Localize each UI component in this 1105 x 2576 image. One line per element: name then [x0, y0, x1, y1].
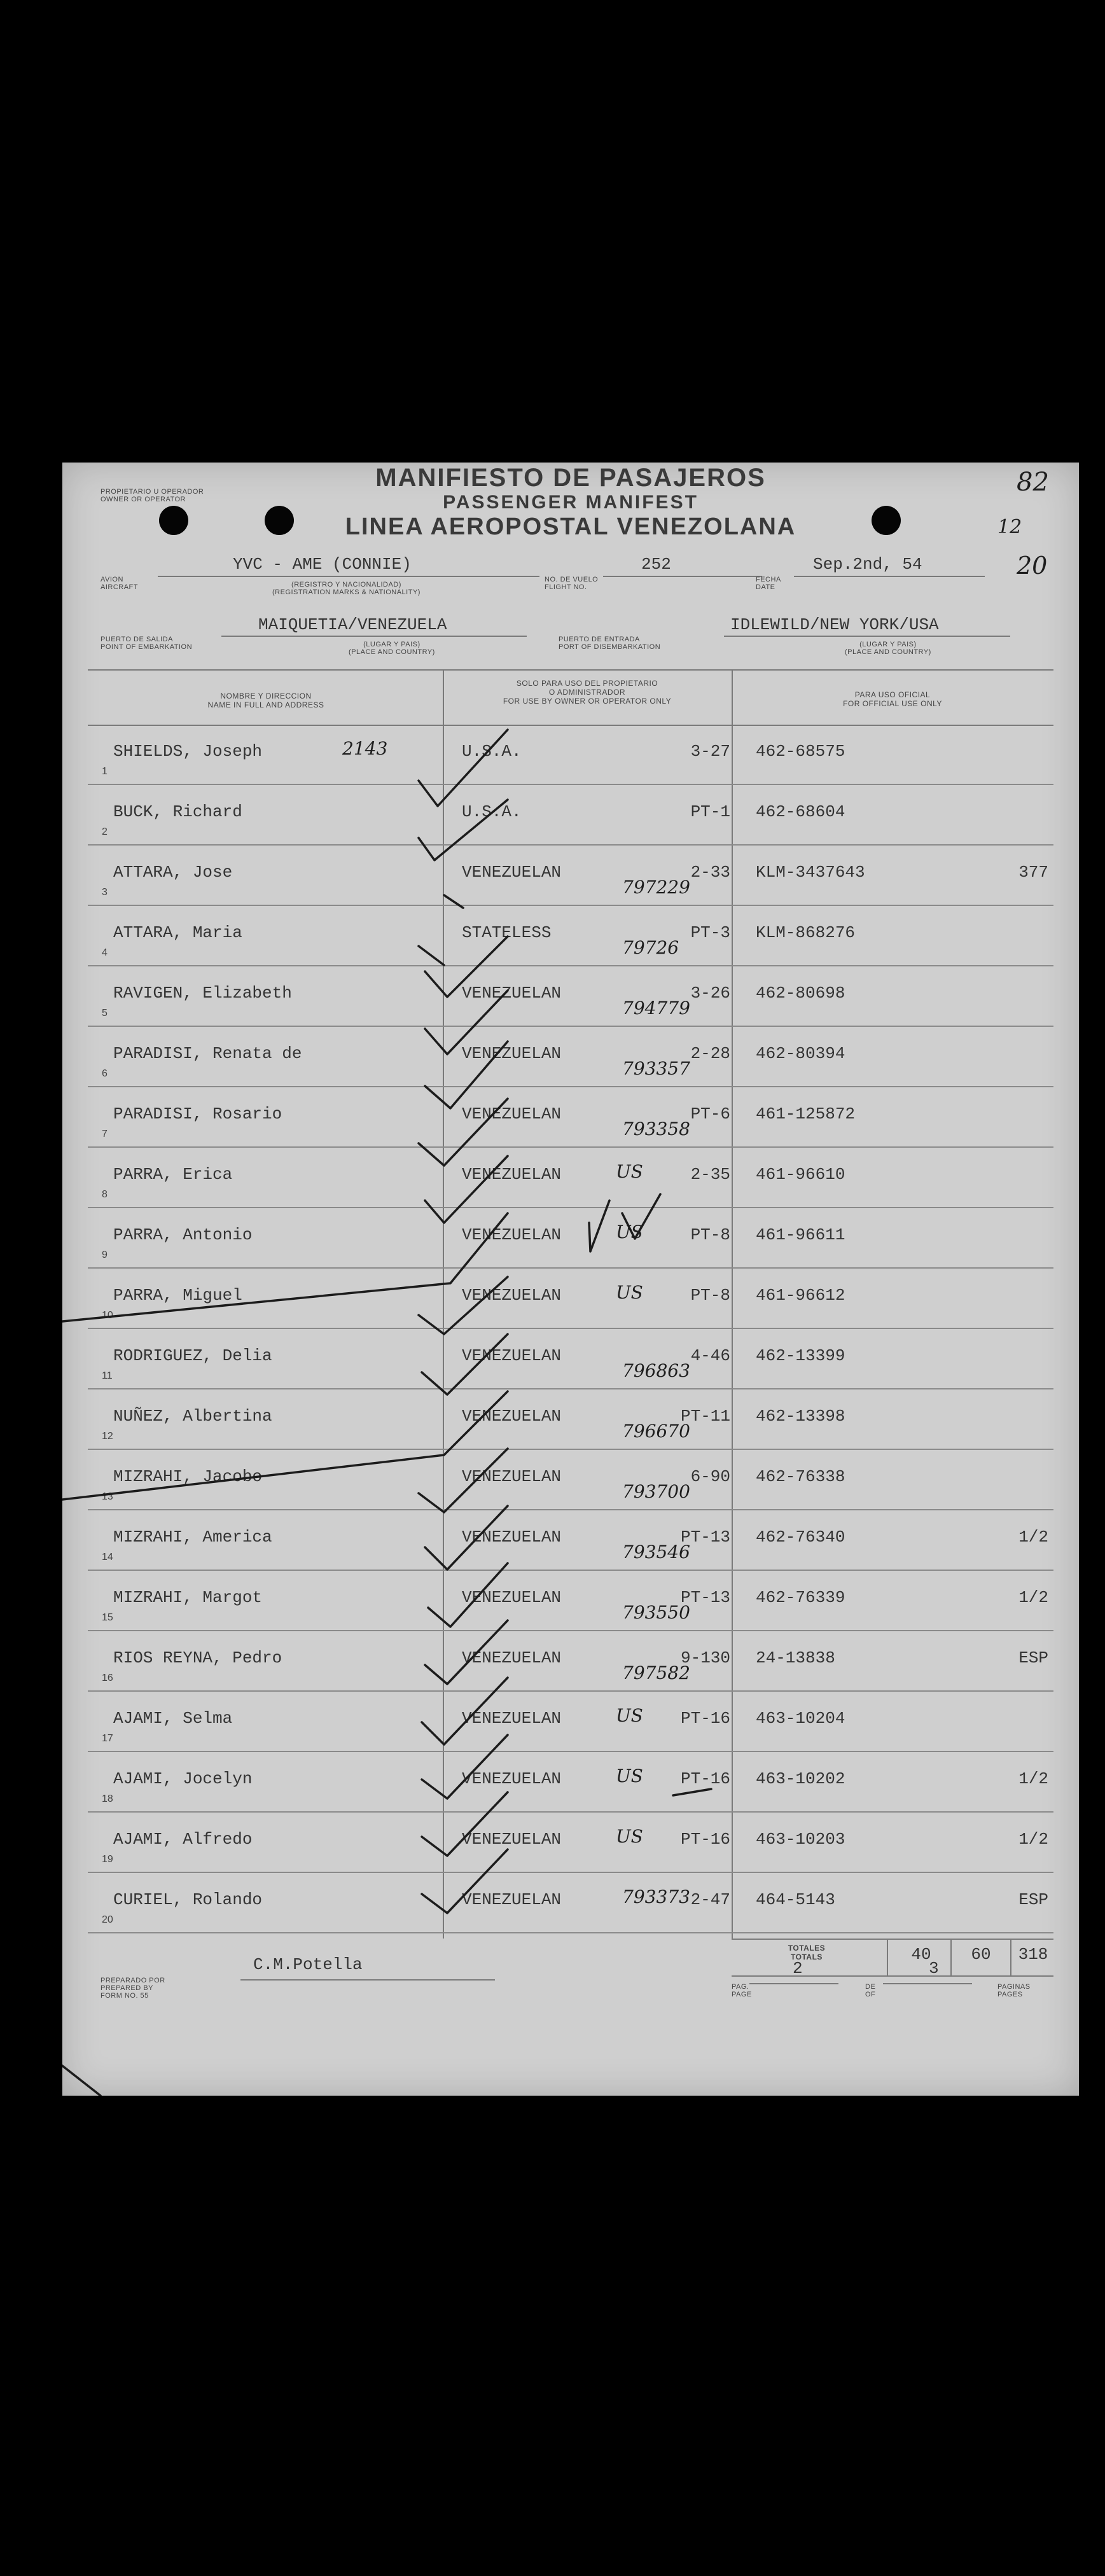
table-row — [62, 1754, 1079, 1813]
total-value-3: 318 — [1018, 1945, 1048, 1964]
passenger-name: ATTARA, Jose — [113, 863, 233, 882]
registration-label: (REGISTRO Y NACIONALIDAD) (REGISTRATION MARKS & NATIONALITY) — [272, 581, 420, 596]
passenger-name: BUCK, Richard — [113, 802, 242, 821]
departure-label: PUERTO DE SALIDA POINT OF EMBARKATION — [101, 636, 193, 651]
totals-label: TOTALES TOTALS — [788, 1944, 826, 1961]
ticket-number: 461-96610 — [756, 1165, 845, 1184]
page-total: 3 — [929, 1959, 939, 1978]
handwritten-mark: 797229 — [622, 877, 690, 898]
row-rule — [88, 1388, 1053, 1389]
row-number: 10 — [102, 1310, 113, 1321]
entry-value: IDLEWILD/NEW YORK/USA — [730, 615, 939, 634]
table-row — [62, 1391, 1079, 1450]
column-header-name: NOMBRE Y DIRECCION NAME IN FULL AND ADDRESS — [207, 692, 324, 709]
table-row — [62, 1452, 1079, 1510]
nationality: VENEZUELAN — [462, 1709, 562, 1728]
passenger-name: AJAMI, Selma — [113, 1709, 233, 1728]
passenger-name: MIZRAHI, Margot — [113, 1588, 263, 1607]
table-row — [62, 1512, 1079, 1571]
row-rule — [88, 1932, 1053, 1933]
pages-label: PAGINAS PAGES — [997, 1983, 1031, 1998]
entry-place-label: (LUGAR Y PAIS) (PLACE AND COUNTRY) — [845, 641, 931, 656]
row-number: 14 — [102, 1552, 113, 1563]
row-rule — [88, 1267, 1053, 1269]
table-row — [62, 727, 1079, 785]
table-row — [62, 1089, 1079, 1148]
ticket-number: 461-125872 — [756, 1104, 856, 1124]
ticket-number: 24-13838 — [756, 1648, 835, 1667]
nationality: U.S.A. — [462, 802, 522, 821]
row-rule — [88, 1872, 1053, 1873]
handwritten-mark: 793357 — [622, 1058, 690, 1079]
row-number: 5 — [102, 1008, 108, 1019]
entry-label: PUERTO DE ENTRADA PORT OF DISEMBARKATION — [559, 636, 661, 651]
aircraft-value: YVC - AME (CONNIE) — [233, 555, 412, 574]
row-rule — [88, 1449, 1053, 1450]
corner-mark-2: 12 — [997, 516, 1022, 538]
handwritten-mark: US — [616, 1282, 643, 1303]
page-label: PAG. PAGE — [732, 1983, 752, 1998]
nationality: VENEZUELAN — [462, 1588, 562, 1607]
ticket-number: 461-96611 — [756, 1225, 845, 1244]
corner-mark-1: 82 — [1017, 468, 1049, 497]
handwritten-mark: 79726 — [622, 937, 679, 958]
owner-label: PROPIETARIO U OPERADOR OWNER OR OPERATOR — [101, 488, 204, 503]
passenger-name: NUÑEZ, Albertina — [113, 1407, 272, 1426]
handwritten-mark: 793700 — [622, 1481, 690, 1502]
flight-code: 4-46 — [690, 1346, 730, 1365]
airline-name: LINEA AEROPOSTAL VENEZOLANA — [345, 513, 796, 540]
aircraft-label: AVION AIRCRAFT — [101, 576, 138, 591]
row-number: 18 — [102, 1793, 113, 1804]
ticket-number: 462-80394 — [756, 1044, 845, 1063]
row-number: 4 — [102, 947, 108, 958]
flight-code: PT-6 — [690, 1104, 730, 1124]
row-number: 13 — [102, 1491, 113, 1502]
passenger-name: PARADISI, Rosario — [113, 1104, 282, 1124]
nationality: VENEZUELAN — [462, 1346, 562, 1365]
row-number: 6 — [102, 1068, 108, 1079]
ticket-number: 463-10203 — [756, 1830, 845, 1849]
nationality: VENEZUELAN — [462, 863, 562, 882]
nationality: VENEZUELAN — [462, 1467, 562, 1486]
total-value-1: 40 — [911, 1945, 931, 1964]
table-row — [62, 1633, 1079, 1692]
prepared-by-value: C.M.Potella — [253, 1955, 363, 1974]
flight-code: 9-130 — [680, 1648, 730, 1667]
row-number: 12 — [102, 1431, 113, 1442]
passenger-name: PARRA, Antonio — [113, 1225, 253, 1244]
departure-place-label: (LUGAR Y PAIS) (PLACE AND COUNTRY) — [349, 641, 435, 656]
row-number: 11 — [102, 1370, 113, 1381]
flight-code: PT-13 — [680, 1588, 730, 1607]
table-row — [62, 1573, 1079, 1631]
nationality: VENEZUELAN — [462, 1044, 562, 1063]
row-number: 19 — [102, 1854, 113, 1865]
of-label: DE OF — [865, 1983, 876, 1998]
passenger-name: SHIELDS, Joseph — [113, 742, 263, 761]
row-rule — [88, 1026, 1053, 1027]
row-number: 15 — [102, 1612, 113, 1623]
flight-code: PT-16 — [680, 1769, 730, 1788]
column-header-official: PARA USO OFICIAL FOR OFFICIAL USE ONLY — [843, 690, 942, 708]
row-number: 7 — [102, 1129, 108, 1139]
row-rule — [88, 965, 1053, 966]
date-value: Sep.2nd, 54 — [813, 555, 922, 574]
row-number: 1 — [102, 766, 108, 777]
departure-value: MAIQUETIA/VENEZUELA — [258, 615, 447, 634]
table-row — [62, 908, 1079, 966]
handwritten-mark: 793546 — [622, 1542, 690, 1563]
official-note: 377 — [1018, 863, 1048, 882]
flight-code: PT-16 — [680, 1709, 730, 1728]
handwritten-mark: US — [616, 1826, 643, 1847]
ticket-number: 462-68604 — [756, 802, 845, 821]
flight-code: 2-47 — [690, 1890, 730, 1909]
ticket-number: 462-80698 — [756, 984, 845, 1003]
total-value-2: 60 — [971, 1945, 991, 1964]
handwritten-mark: 797582 — [622, 1662, 690, 1683]
prepared-by-label: PREPARADO POR PREPARED BY FORM NO. 55 — [101, 1977, 165, 2000]
official-note: 1/2 — [1018, 1830, 1048, 1849]
row-rule — [88, 784, 1053, 785]
official-note: 1/2 — [1018, 1769, 1048, 1788]
nationality: VENEZUELAN — [462, 1890, 562, 1909]
table-row — [62, 1814, 1079, 1873]
row-number: 17 — [102, 1733, 113, 1744]
nationality: VENEZUELAN — [462, 1648, 562, 1667]
official-note: 1/2 — [1018, 1528, 1048, 1547]
handwritten-mark: US — [616, 1765, 643, 1786]
nationality: VENEZUELAN — [462, 1104, 562, 1124]
ticket-number: 464-5143 — [756, 1890, 835, 1909]
flight-code: PT-3 — [690, 923, 730, 942]
ticket-number: 462-76338 — [756, 1467, 845, 1486]
flight-code: PT-8 — [690, 1225, 730, 1244]
passenger-name: RODRIGUEZ, Delia — [113, 1346, 272, 1365]
row-number: 9 — [102, 1250, 108, 1260]
passenger-name: RIOS REYNA, Pedro — [113, 1648, 282, 1667]
ticket-number: 462-68575 — [756, 742, 845, 761]
column-header-owner: SOLO PARA USO DEL PROPIETARIO O ADMINISTRADOR FOR USE BY OWNER OR OPERATOR ONLY — [503, 679, 672, 706]
passenger-name: PARADISI, Renata de — [113, 1044, 302, 1063]
nationality: STATELESS — [462, 923, 552, 942]
flight-value: 252 — [641, 555, 671, 574]
ticket-number: 462-13398 — [756, 1407, 845, 1426]
date-label: FECHA DATE — [756, 576, 781, 591]
handwritten-mark: 2143 — [342, 738, 388, 759]
row-rule — [88, 844, 1053, 846]
table-row — [62, 1029, 1079, 1087]
ticket-number: 463-10202 — [756, 1769, 845, 1788]
handwritten-mark: US — [616, 1705, 643, 1726]
flight-code: PT-11 — [680, 1407, 730, 1426]
row-rule — [88, 1570, 1053, 1571]
table-row — [62, 1331, 1079, 1389]
passenger-name: RAVIGEN, Elizabeth — [113, 984, 292, 1003]
handwritten-mark: 793358 — [622, 1118, 690, 1139]
passenger-name: PARRA, Erica — [113, 1165, 233, 1184]
flight-code: 3-27 — [690, 742, 730, 761]
ticket-number: 462-13399 — [756, 1346, 845, 1365]
page-number: 2 — [793, 1959, 803, 1978]
row-number: 20 — [102, 1914, 113, 1925]
flight-code: PT-8 — [690, 1286, 730, 1305]
flight-label: NO. DE VUELO FLIGHT NO. — [545, 576, 599, 591]
nationality: VENEZUELAN — [462, 1286, 562, 1305]
official-note: ESP — [1018, 1890, 1048, 1909]
handwritten-mark: US — [616, 1161, 643, 1182]
handwritten-mark: 794779 — [622, 998, 690, 1019]
nationality: VENEZUELAN — [462, 1769, 562, 1788]
ticket-number: 462-76339 — [756, 1588, 845, 1607]
nationality: U.S.A. — [462, 742, 522, 761]
passenger-name: ATTARA, Maria — [113, 923, 242, 942]
flight-code: PT-1 — [690, 802, 730, 821]
corner-mark-3: 20 — [1017, 552, 1048, 580]
row-number: 2 — [102, 826, 108, 837]
ticket-number: KLM-868276 — [756, 923, 856, 942]
row-rule — [88, 1690, 1053, 1692]
passenger-name: MIZRAHI, Jacobo — [113, 1467, 263, 1486]
flight-code: PT-13 — [680, 1528, 730, 1547]
nationality: VENEZUELAN — [462, 1407, 562, 1426]
ticket-number: 461-96612 — [756, 1286, 845, 1305]
flight-code: 6-90 — [690, 1467, 730, 1486]
row-rule — [88, 1086, 1053, 1087]
row-rule — [88, 1509, 1053, 1510]
flight-code: 2-33 — [690, 863, 730, 882]
table-top-rule — [88, 669, 1053, 671]
passenger-name: CURIEL, Rolando — [113, 1890, 263, 1909]
nationality: VENEZUELAN — [462, 1165, 562, 1184]
official-note: ESP — [1018, 1648, 1048, 1667]
row-rule — [88, 1751, 1053, 1752]
nationality: VENEZUELAN — [462, 1225, 562, 1244]
handwritten-mark: 793373 — [622, 1886, 690, 1907]
nationality: VENEZUELAN — [462, 1830, 562, 1849]
flight-code: 2-28 — [690, 1044, 730, 1063]
flight-code: PT-16 — [680, 1830, 730, 1849]
passenger-name: AJAMI, Alfredo — [113, 1830, 253, 1849]
table-row — [62, 1210, 1079, 1269]
passenger-name: PARRA, Miguel — [113, 1286, 242, 1305]
flight-code: 3-26 — [690, 984, 730, 1003]
table-row — [62, 1875, 1079, 1933]
passenger-name: AJAMI, Jocelyn — [113, 1769, 253, 1788]
ticket-number: KLM-3437643 — [756, 863, 865, 882]
row-rule — [88, 1811, 1053, 1813]
official-note: 1/2 — [1018, 1588, 1048, 1607]
row-number: 16 — [102, 1673, 113, 1683]
handwritten-mark: 793550 — [622, 1602, 690, 1623]
row-rule — [88, 1630, 1053, 1631]
handwritten-mark: 796670 — [622, 1421, 690, 1442]
table-row — [62, 847, 1079, 906]
flight-code: 2-35 — [690, 1165, 730, 1184]
manifest-sheet — [62, 463, 1079, 2096]
row-number: 8 — [102, 1189, 108, 1200]
row-number: 3 — [102, 887, 108, 898]
handwritten-mark: 796863 — [622, 1360, 690, 1381]
title-english: PASSENGER MANIFEST — [443, 492, 698, 513]
ticket-number: 463-10204 — [756, 1709, 845, 1728]
row-rule — [88, 1207, 1053, 1208]
table-row — [62, 1694, 1079, 1752]
nationality: VENEZUELAN — [462, 1528, 562, 1547]
row-rule — [88, 905, 1053, 906]
table-row — [62, 1271, 1079, 1329]
passenger-name: MIZRAHI, America — [113, 1528, 272, 1547]
table-row — [62, 787, 1079, 846]
row-rule — [88, 1328, 1053, 1329]
handwritten-mark: US — [616, 1222, 643, 1243]
table-row — [62, 968, 1079, 1027]
ticket-number: 462-76340 — [756, 1528, 845, 1547]
table-row — [62, 1150, 1079, 1208]
title-spanish: MANIFIESTO DE PASAJEROS — [375, 464, 766, 492]
nationality: VENEZUELAN — [462, 984, 562, 1003]
row-rule — [88, 1146, 1053, 1148]
